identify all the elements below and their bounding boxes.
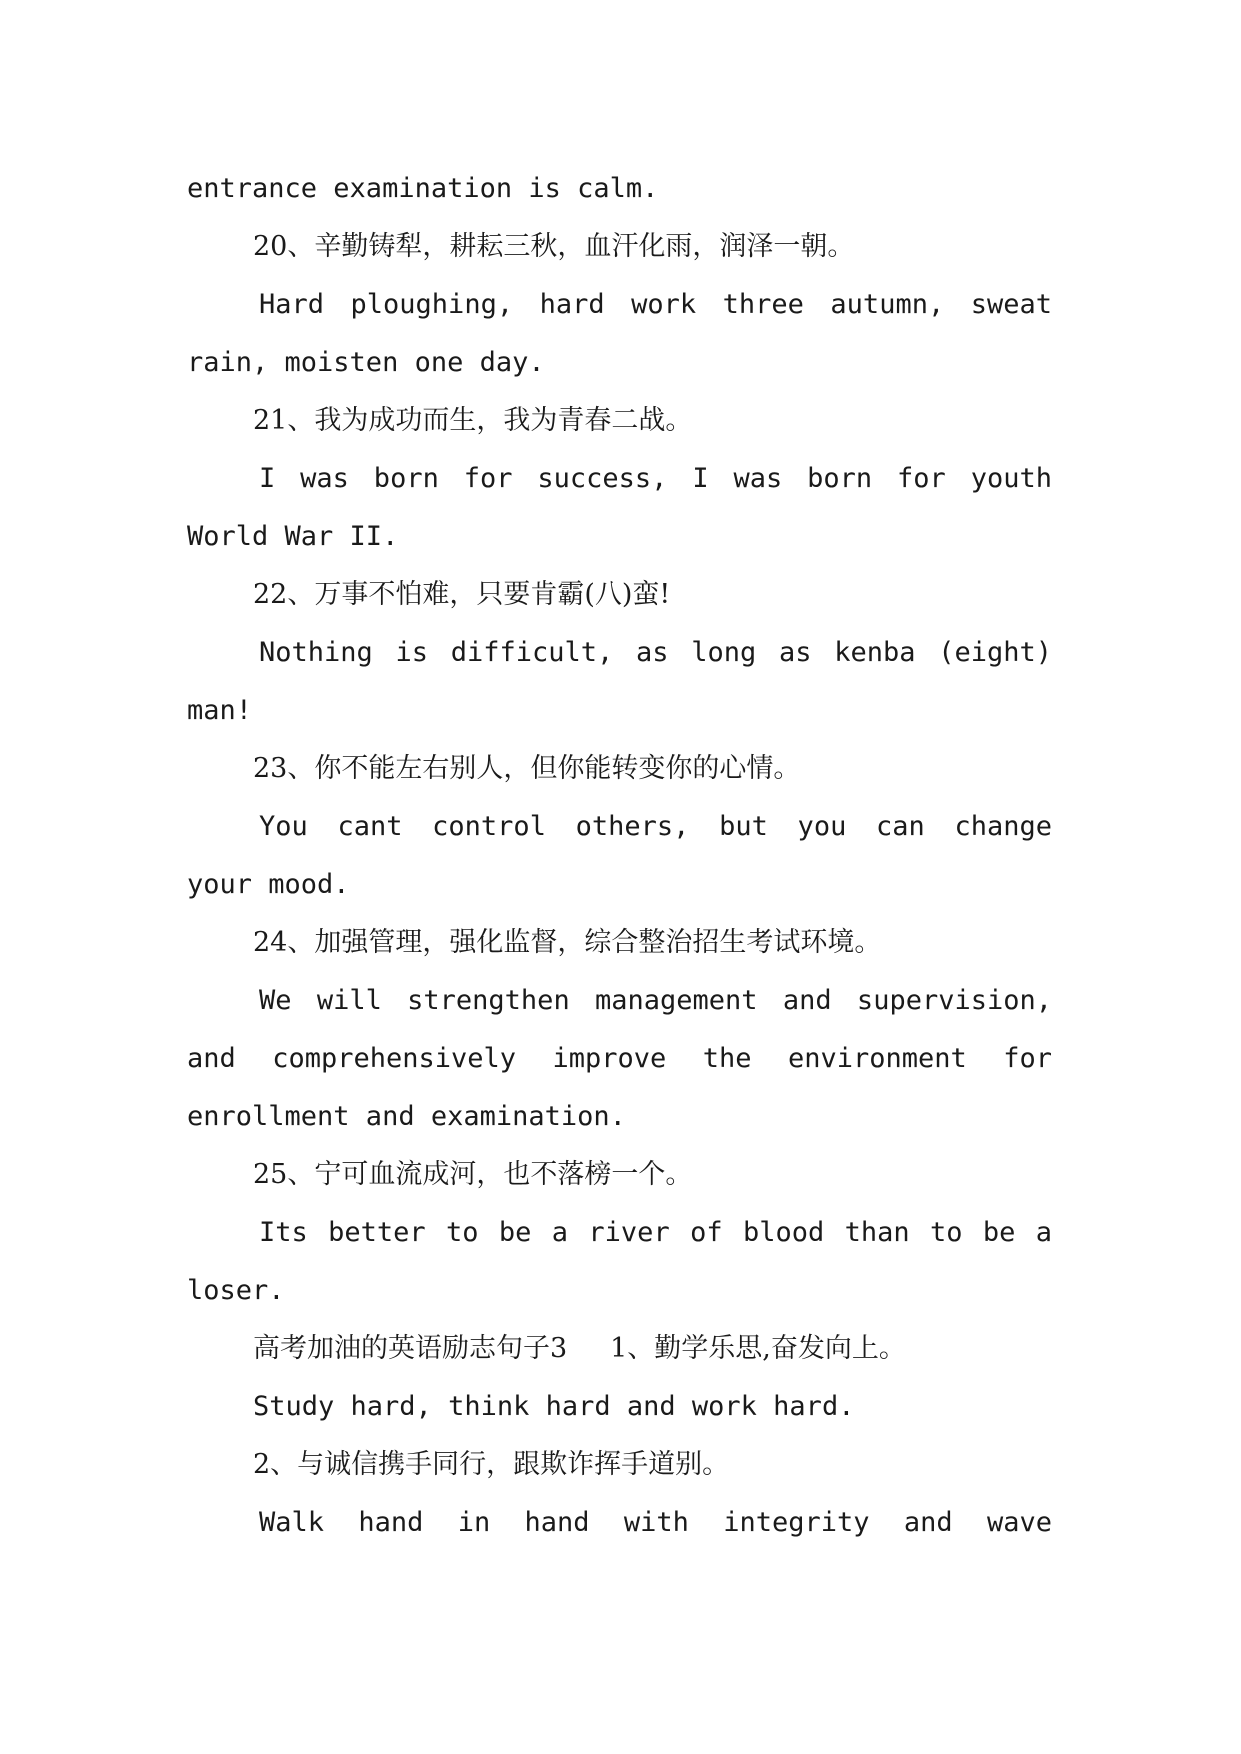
text-line: 高考加油的英语励志句子3 1、勤学乐思,奋发向上。 [253,1333,906,1364]
text-line: Hard ploughing, hard work three autumn, sweat [259,289,1052,320]
text-line: entrance examination is calm. [187,173,659,204]
text-line: man! [187,695,253,726]
text-line: Study hard, think hard and work hard. [253,1391,855,1422]
text-line: Nothing is difficult, as long as kenba (eight) [259,637,1052,668]
text-line: 24、加强管理，强化监督，综合整治招生考试环境。 [253,927,882,958]
text-line: We will strengthen management and supervision, [259,985,1052,1016]
text-line: and comprehensively improve the environment for [187,1043,1052,1074]
text-line: Walk hand in hand with integrity and wave [259,1507,1052,1538]
text-line: your mood. [187,869,350,900]
text-line: 25、宁可血流成河，也不落榜一个。 [253,1159,693,1190]
document-body [187,160,1052,1552]
text-line: 22、万事不怕难，只要肯霸(八)蛮! [253,579,671,610]
text-line: 20、辛勤铸犁，耕耘三秋，血汗化雨，润泽一朝。 [253,231,855,262]
text-line: I was born for success, I was born for youth [259,463,1052,494]
text-line: You cant control others, but you can change [259,811,1052,842]
text-line: World War II. [187,521,399,552]
text-line: 23、你不能左右别人，但你能转变你的心情。 [253,753,801,784]
text-line: Its better to be a river of blood than to be a [259,1217,1052,1248]
text-line: rain, moisten one day. [187,347,545,378]
text-line: 2、与诚信携手同行，跟欺诈挥手道别。 [253,1449,730,1480]
text-line: 21、我为成功而生，我为青春二战。 [253,405,693,436]
text-line: enrollment and examination. [187,1101,626,1132]
text-line: loser. [187,1275,285,1306]
